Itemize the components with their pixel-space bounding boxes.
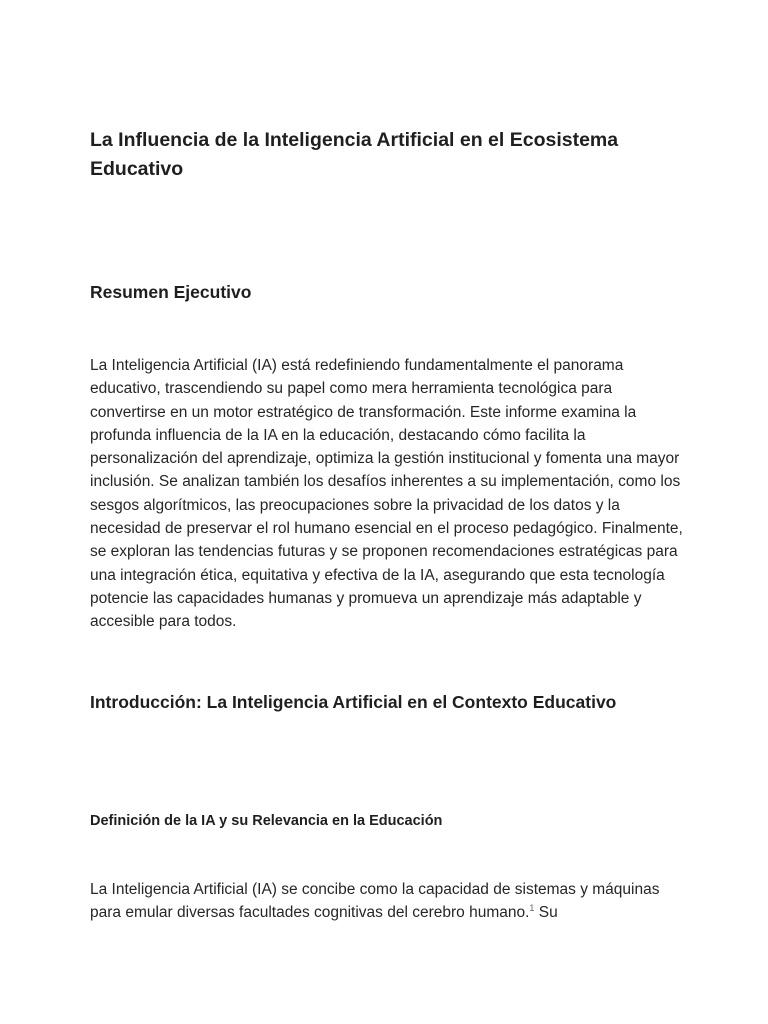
definition-paragraph: [90, 878, 684, 925]
footnote-reference[interactable]: 1: [529, 903, 535, 914]
document-title: La Influencia de la Inteligencia Artificial en el Ecosistema Educativo: [90, 129, 619, 180]
definition-paragraph-text: La Inteligencia Artificial (IA) se concibe como la capacidad de sistemas y máquinas para emular diversas facultades cognitivas del cerebro humano.: [90, 881, 660, 922]
section-heading-executive-summary: Resumen Ejecutivo: [90, 282, 252, 302]
subsection-heading-definition: Definición de la IA y su Relevancia en la Educación: [90, 813, 443, 829]
executive-summary-paragraph: La Inteligencia Artificial (IA) está redefiniendo fundamentalmente el panorama educativo, trascendiendo su papel como mera herramienta tecnológica para convertirse en un motor estratégico de transformación. Este informe examina la profunda influencia de la IA en la educación, destacando cómo facilita la personalización del aprendizaje, optimiza la gestión institucional y fomenta una mayor inclusión. Se analizan también los desafíos inherentes a su implementación, como los sesgos algorítmicos, las preocupaciones sobre la privacidad de los datos y la necesidad de preservar el rol humano esencial en el proceso pedagógico. Finalmente, se exploran las tendencias futuras y se proponen recomendaciones estratégicas para una integración ética, equitativa y efectiva de la IA, asegurando que esta tecnología potencie las capacidades humanas y promueva un aprendizaje más adaptable y accesible para todos.: [90, 357, 683, 631]
definition-paragraph-continuation: Su: [534, 904, 558, 922]
section-heading-introduction: Introducción: La Inteligencia Artificial en el Contexto Educativo: [90, 692, 617, 712]
